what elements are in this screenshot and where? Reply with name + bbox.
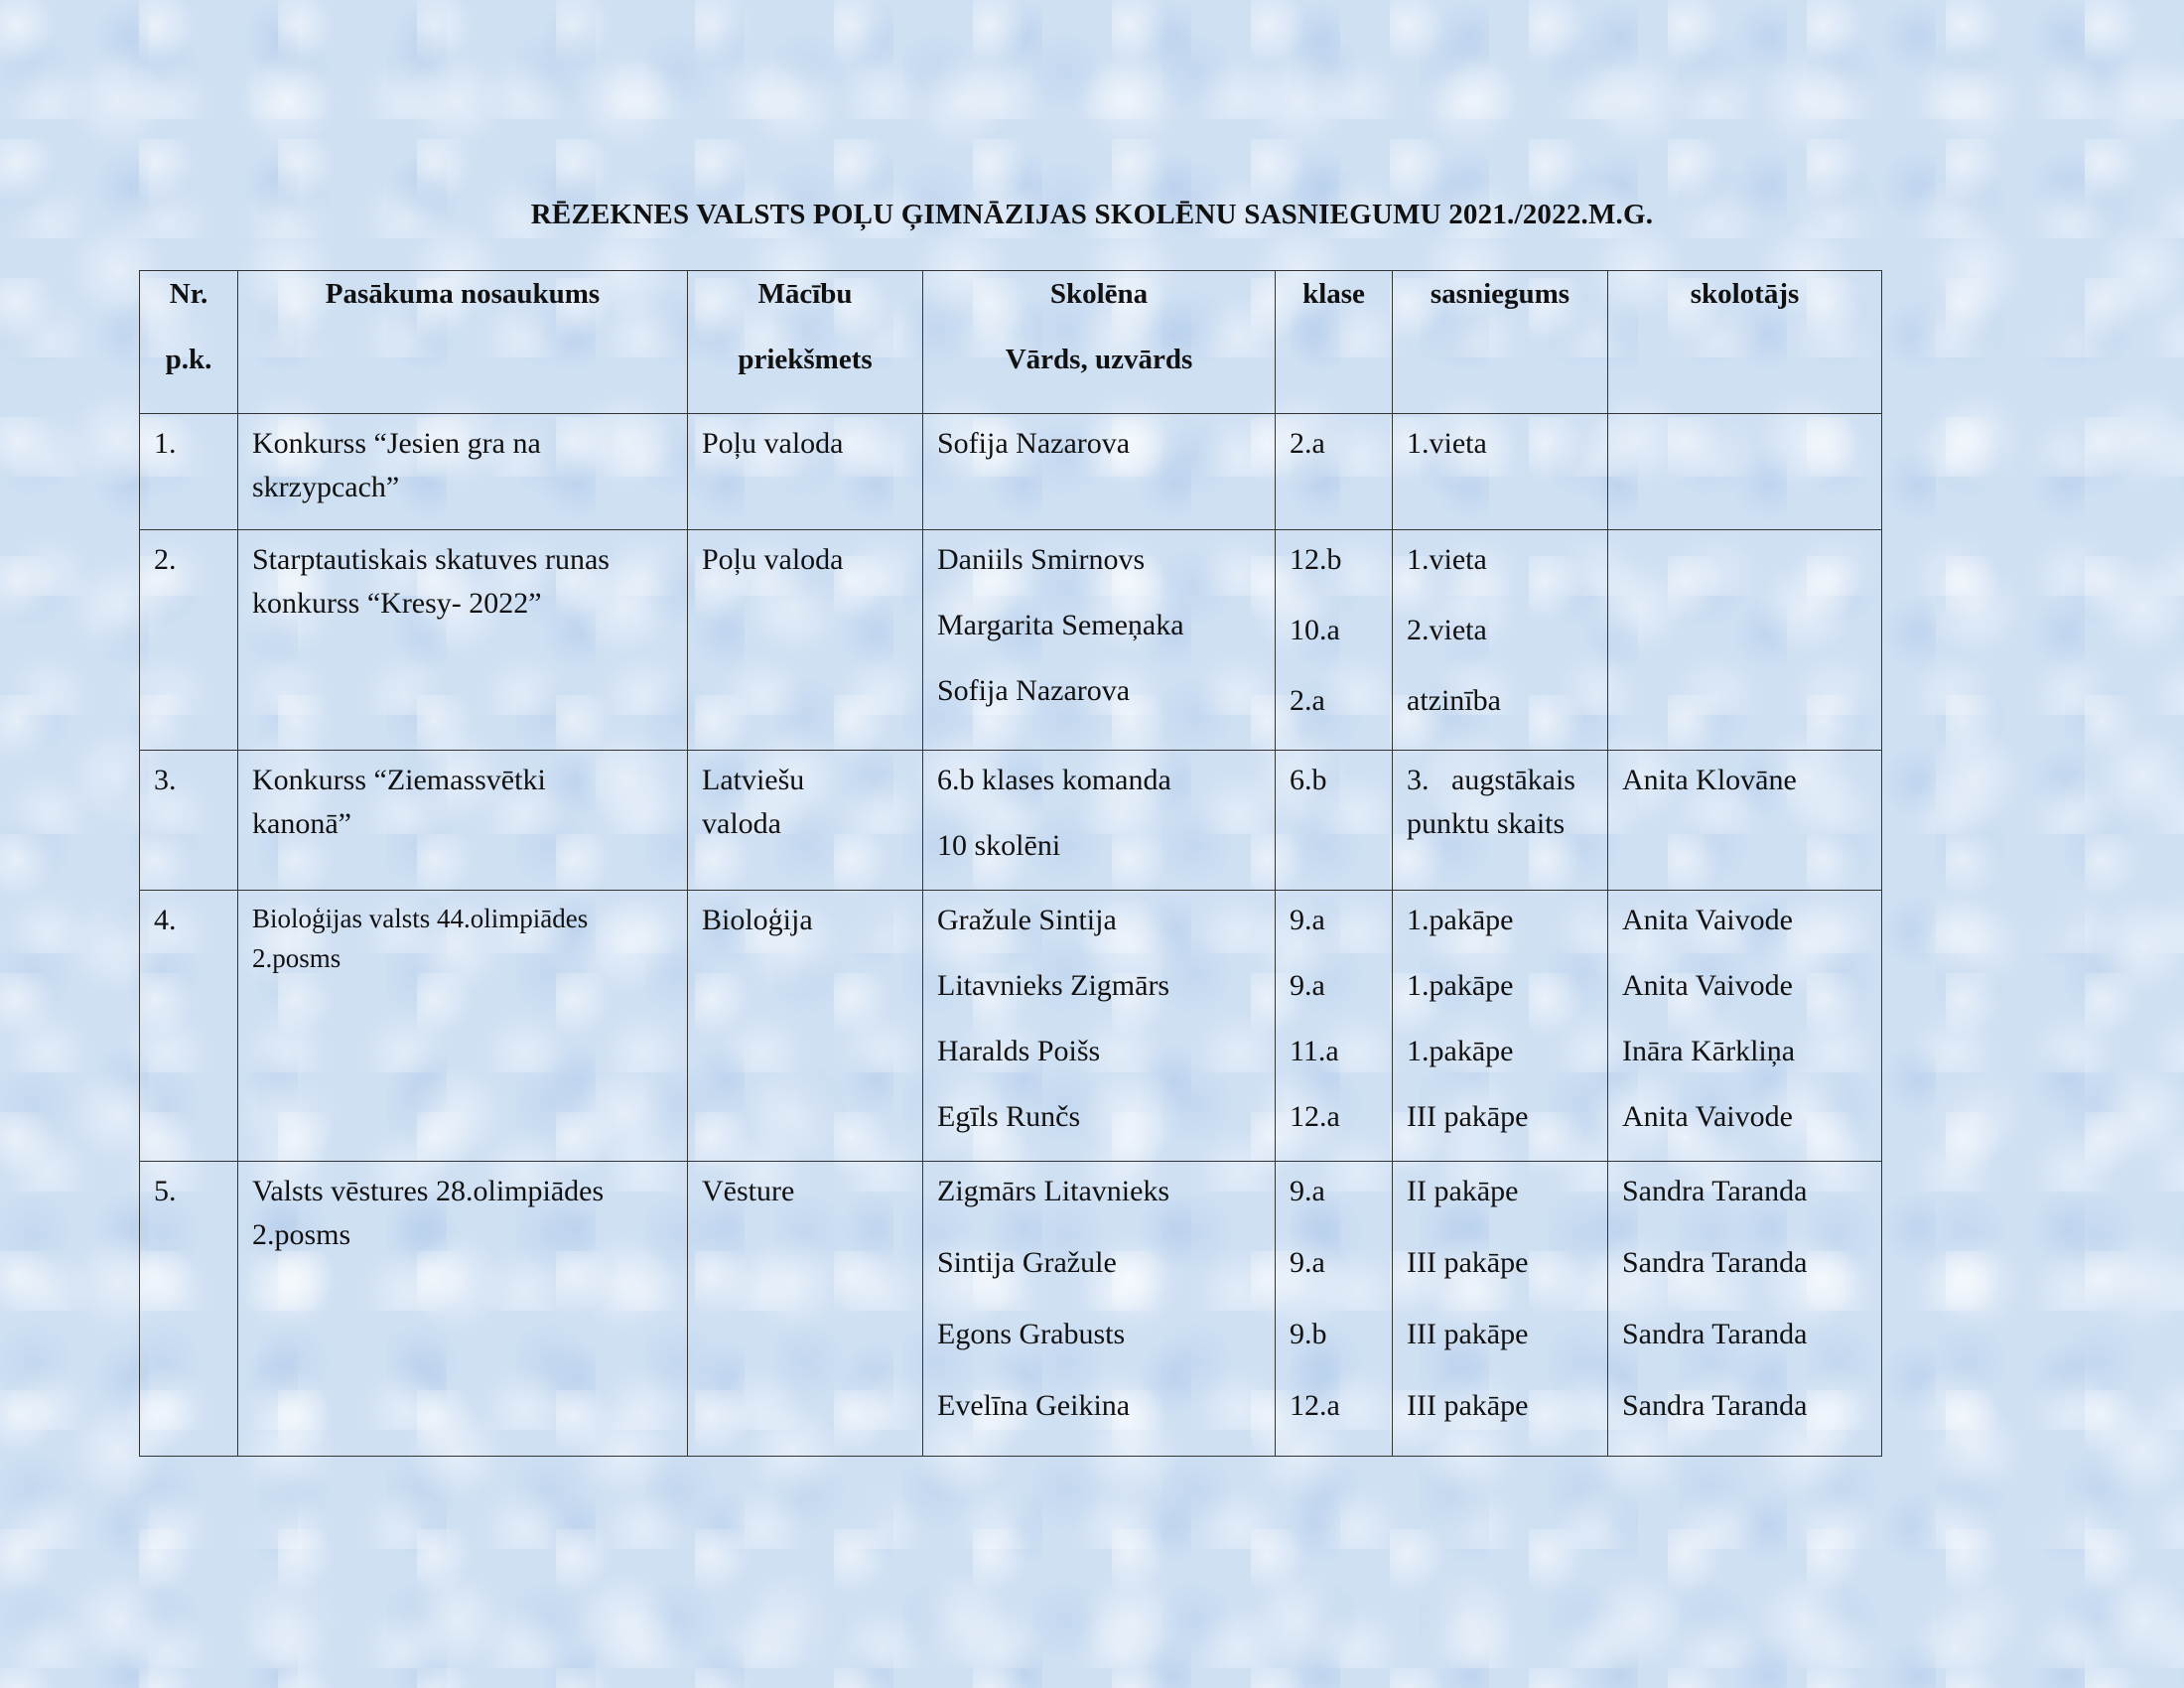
class-value: 2.a (1290, 684, 1325, 717)
class-value: 12.a (1290, 1389, 1340, 1422)
achievement-value: 2.vieta (1407, 614, 1487, 646)
class-value: 12.a (1290, 1100, 1340, 1133)
student-name: Gražule Sintija (937, 904, 1117, 936)
class-value: 12.b (1290, 543, 1342, 576)
student-name: Daniils Smirnovs (937, 543, 1146, 576)
header-class-label: klase (1302, 278, 1365, 310)
event-name (238, 891, 687, 978)
achievement-value: II pakāpe (1407, 1175, 1519, 1207)
row-nr: 5. (154, 1175, 177, 1207)
header-event (238, 271, 688, 414)
teacher-list (1608, 530, 1881, 538)
achievement-list (1393, 751, 1607, 846)
class-value: 9.b (1290, 1318, 1327, 1350)
student-name: 6.b klases komanda (937, 764, 1171, 796)
event-line: Konkurss “Ziemassvētki (252, 764, 546, 796)
event-line: konkurss “Kresy- 2022” (252, 587, 542, 620)
header-subject (688, 271, 923, 414)
achievement-list (1393, 414, 1607, 466)
student-name: Evelīna Geikina (937, 1389, 1131, 1422)
teacher-list (1608, 1162, 1881, 1456)
row-nr: 3. (154, 764, 177, 796)
achievement-value: 1.pakāpe (1407, 969, 1514, 1002)
event-name (238, 530, 687, 626)
header-student-line1: Skolēna (1049, 278, 1149, 310)
header-achievement (1393, 271, 1608, 414)
student-list (923, 751, 1275, 890)
table-row (140, 1162, 1882, 1457)
achievement-value: 3. augstākais (1407, 764, 1575, 796)
class-value: 9.a (1290, 904, 1325, 936)
header-teacher (1608, 271, 1882, 414)
student-name: Egons Grabusts (937, 1318, 1126, 1350)
event-line: kanonā” (252, 807, 351, 840)
achievement-value: III pakāpe (1407, 1246, 1529, 1279)
header-student (923, 271, 1276, 414)
achievement-value: 1.vieta (1407, 427, 1487, 460)
achievement-value: 1.vieta (1407, 543, 1487, 576)
class-list (1276, 414, 1392, 466)
teacher-name: Sandra Taranda (1622, 1246, 1808, 1279)
row-nr: 4. (154, 904, 177, 936)
event-name (238, 414, 687, 509)
subject (688, 1162, 922, 1213)
event-line: Bioloģijas valsts 44.olimpiādes (252, 904, 589, 933)
class-value: 2.a (1290, 427, 1325, 460)
table-header-row (140, 271, 1882, 414)
header-achievement-label: sasniegums (1430, 278, 1570, 310)
subject-line: Poļu valoda (702, 427, 844, 460)
subject (688, 891, 922, 942)
table-row (140, 530, 1882, 751)
achievement-value: 1.pakāpe (1407, 1035, 1514, 1067)
event-name (238, 1162, 687, 1257)
student-list (923, 891, 1275, 1161)
student-name: Sintija Gražule (937, 1246, 1117, 1279)
class-value: 9.a (1290, 1246, 1325, 1279)
table-row (140, 414, 1882, 530)
student-name: Egīls Runčs (937, 1100, 1081, 1133)
student-name: Margarita Semeņaka (937, 609, 1184, 641)
subject-line: Poļu valoda (702, 543, 844, 576)
row-nr: 1. (154, 427, 177, 460)
achievement-value: III pakāpe (1407, 1100, 1529, 1133)
class-value: 6.b (1290, 764, 1327, 796)
header-nr-line1: Nr. (169, 278, 208, 310)
event-line: 2.posms (252, 943, 341, 973)
header-class (1276, 271, 1393, 414)
event-line: Valsts vēstures 28.olimpiādes (252, 1175, 605, 1207)
class-value: 9.a (1290, 969, 1325, 1002)
class-value: 11.a (1290, 1035, 1339, 1067)
achievement-list (1393, 530, 1607, 750)
table-row (140, 751, 1882, 891)
table-row (140, 891, 1882, 1162)
student-name: 10 skolēni (937, 829, 1061, 862)
event-line: skrzypcach” (252, 471, 400, 503)
teacher-name: Anita Klovāne (1622, 764, 1797, 796)
teacher-list (1608, 414, 1881, 422)
achievement-list (1393, 1162, 1607, 1456)
student-list (923, 1162, 1275, 1456)
class-list (1276, 751, 1392, 802)
subject-line: Vēsture (702, 1175, 795, 1207)
teacher-name: Sandra Taranda (1622, 1318, 1808, 1350)
header-teacher-label: skolotājs (1690, 278, 1800, 310)
subject-line: valoda (702, 807, 781, 840)
achievement-value: atzinība (1407, 684, 1501, 717)
event-line: Starptautiskais skatuves runas (252, 543, 610, 576)
teacher-name: Sandra Taranda (1622, 1175, 1808, 1207)
achievement-value: punktu skaits (1407, 807, 1566, 840)
class-list (1276, 1162, 1392, 1456)
event-line: 2.posms (252, 1218, 351, 1251)
subject (688, 414, 922, 466)
achievement-list (1393, 891, 1607, 1161)
class-list (1276, 530, 1392, 750)
subject-line: Bioloģija (702, 904, 813, 936)
header-subject-line1: Mācību (757, 278, 853, 310)
student-name: Haralds Poišs (937, 1035, 1101, 1067)
header-event-label: Pasākuma nosaukums (325, 278, 601, 310)
class-value: 10.a (1290, 614, 1340, 646)
event-name (238, 751, 687, 846)
student-name: Sofija Nazarova (937, 674, 1131, 707)
teacher-name: Ināra Kārkliņa (1622, 1035, 1796, 1067)
page-title: RĒZEKNES VALSTS POĻU ĢIMNĀZIJAS SKOLĒNU SASNIEGUMU 2021./2022.M.G. (530, 199, 1654, 230)
student-list (923, 530, 1275, 735)
header-nr (140, 271, 238, 414)
class-list (1276, 891, 1392, 1161)
student-list (923, 414, 1275, 466)
student-name: Litavnieks Zigmārs (937, 969, 1170, 1002)
subject (688, 530, 922, 582)
achievements-table (139, 270, 1882, 1457)
student-name: Zigmārs Litavnieks (937, 1175, 1170, 1207)
header-student-line2: Vārds, uzvārds (1005, 344, 1193, 375)
student-name: Sofija Nazarova (937, 427, 1131, 460)
achievement-value: III pakāpe (1407, 1318, 1529, 1350)
teacher-name: Sandra Taranda (1622, 1389, 1808, 1422)
header-subject-line2: priekšmets (738, 344, 873, 375)
teacher-list (1608, 891, 1881, 1161)
header-nr-line2: p.k. (165, 344, 212, 375)
subject-line: Latviešu (702, 764, 805, 796)
teacher-list (1608, 751, 1881, 802)
row-nr: 2. (154, 543, 177, 576)
event-line: Konkurss “Jesien gra na (252, 427, 541, 460)
teacher-name: Anita Vaivode (1622, 969, 1793, 1002)
class-value: 9.a (1290, 1175, 1325, 1207)
teacher-name: Anita Vaivode (1622, 904, 1793, 936)
teacher-name: Anita Vaivode (1622, 1100, 1793, 1133)
achievement-value: 1.pakāpe (1407, 904, 1514, 936)
achievement-value: III pakāpe (1407, 1389, 1529, 1422)
subject (688, 751, 922, 846)
